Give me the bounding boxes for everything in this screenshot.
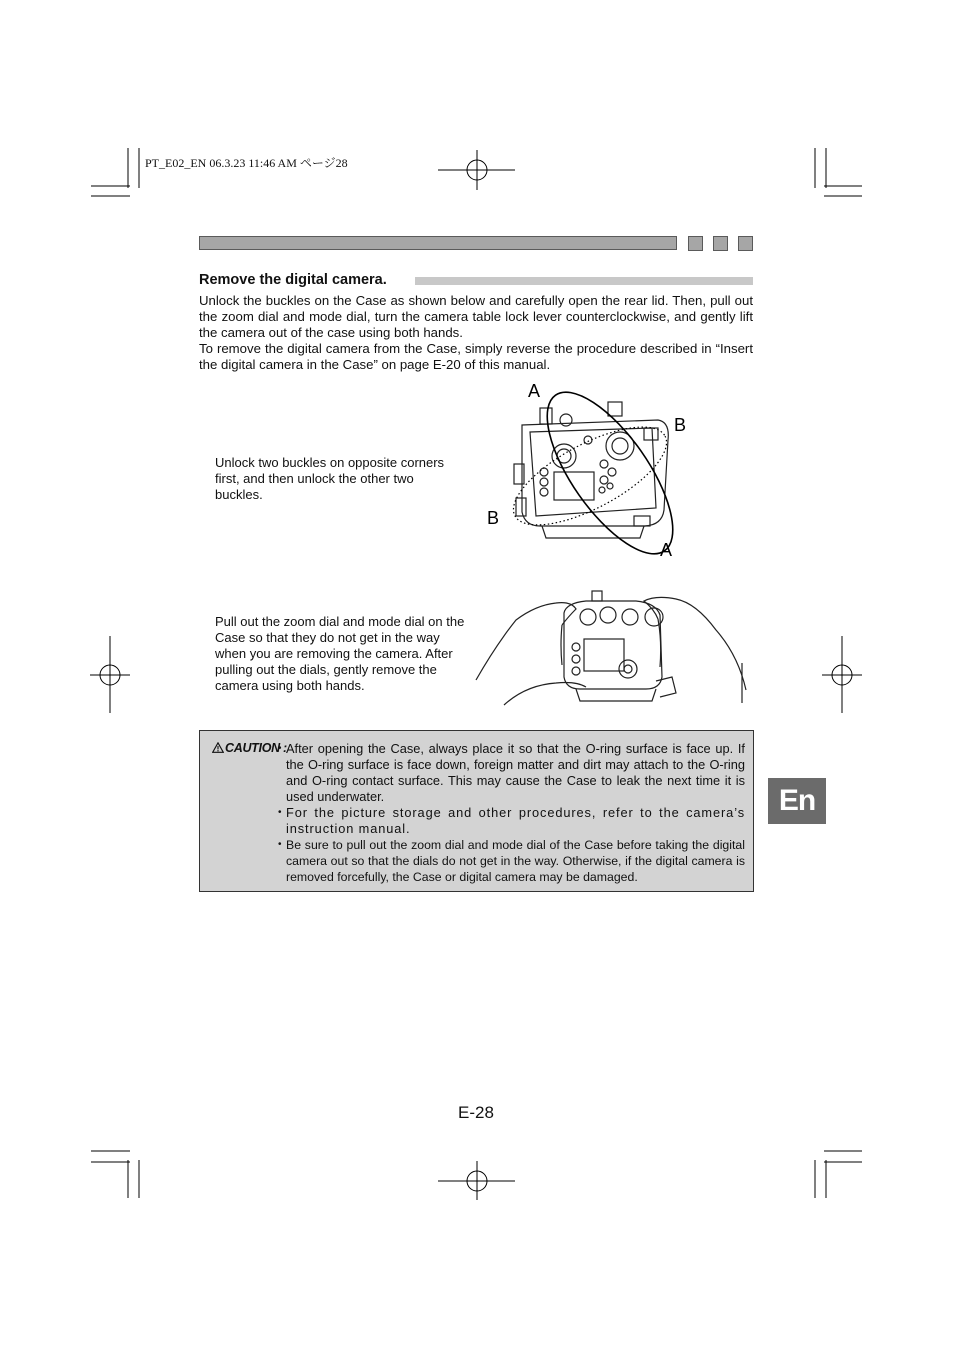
label-b-left: B (487, 508, 500, 528)
caution-label (212, 741, 287, 755)
header-square (688, 236, 703, 251)
caution-item: • Be sure to pull out the zoom dial and mode dial of the Case before taking the digital camera out so that the dials do not get in the way. Otherwise, if the digital camera is removed forcefully, the Case or digital camera may be damaged. (278, 837, 745, 885)
section-heading: Remove the digital camera. (199, 272, 387, 288)
header-bar (199, 236, 677, 250)
remove-camera-illustration (476, 585, 748, 710)
warning-triangle-icon (212, 742, 224, 753)
header-square (713, 236, 728, 251)
label-a-bottom: A (660, 540, 673, 560)
label-a-top: A (528, 381, 541, 401)
caution-box (199, 730, 754, 892)
section-body (199, 293, 753, 373)
step-1-text: Unlock two buckles on opposite corners first, and then unlock the other two buckles. (215, 455, 445, 502)
caution-item: • After opening the Case, always place it so that the O-ring surface is face up. If the O-ring surface is face down, foreign matter and dirt may attach to the O-ring and O-ring contact surface. This may cause the Case to leak the next time it is used underwater. (278, 741, 745, 805)
caution-item: • For the picture storage and other procedures, refer to the camera’s instruction manual. (278, 805, 745, 837)
body-paragraph: To remove the digital camera from the Case, simply reverse the procedure described in “Insert the digital camera in the Case” on page E-20 of this manual. (199, 341, 753, 372)
label-b-right: B (674, 415, 687, 435)
case-buckles-illustration (480, 380, 710, 560)
page-number: E-28 (458, 1103, 494, 1122)
step-2-text: Pull out the zoom dial and mode dial on the Case so that they do not get in the way when you are removing the camera. After pulling out the dials, gently remove the camera using both hands. (215, 614, 465, 693)
caution-list (278, 741, 745, 885)
caution-label-text: CAUTION : (225, 741, 287, 755)
body-paragraph: Unlock the buckles on the Case as shown below and carefully open the rear lid. Then, pull out the zoom dial and mode dial, turn the camera table lock lever counterclockwise, and gently lift the camera out of the case using both hands. (199, 293, 753, 340)
print-header: PT_E02_EN 06.3.23 11:46 AM ページ28 (145, 156, 348, 170)
language-tab: En (768, 778, 826, 824)
heading-rule (415, 277, 753, 285)
header-square (738, 236, 753, 251)
